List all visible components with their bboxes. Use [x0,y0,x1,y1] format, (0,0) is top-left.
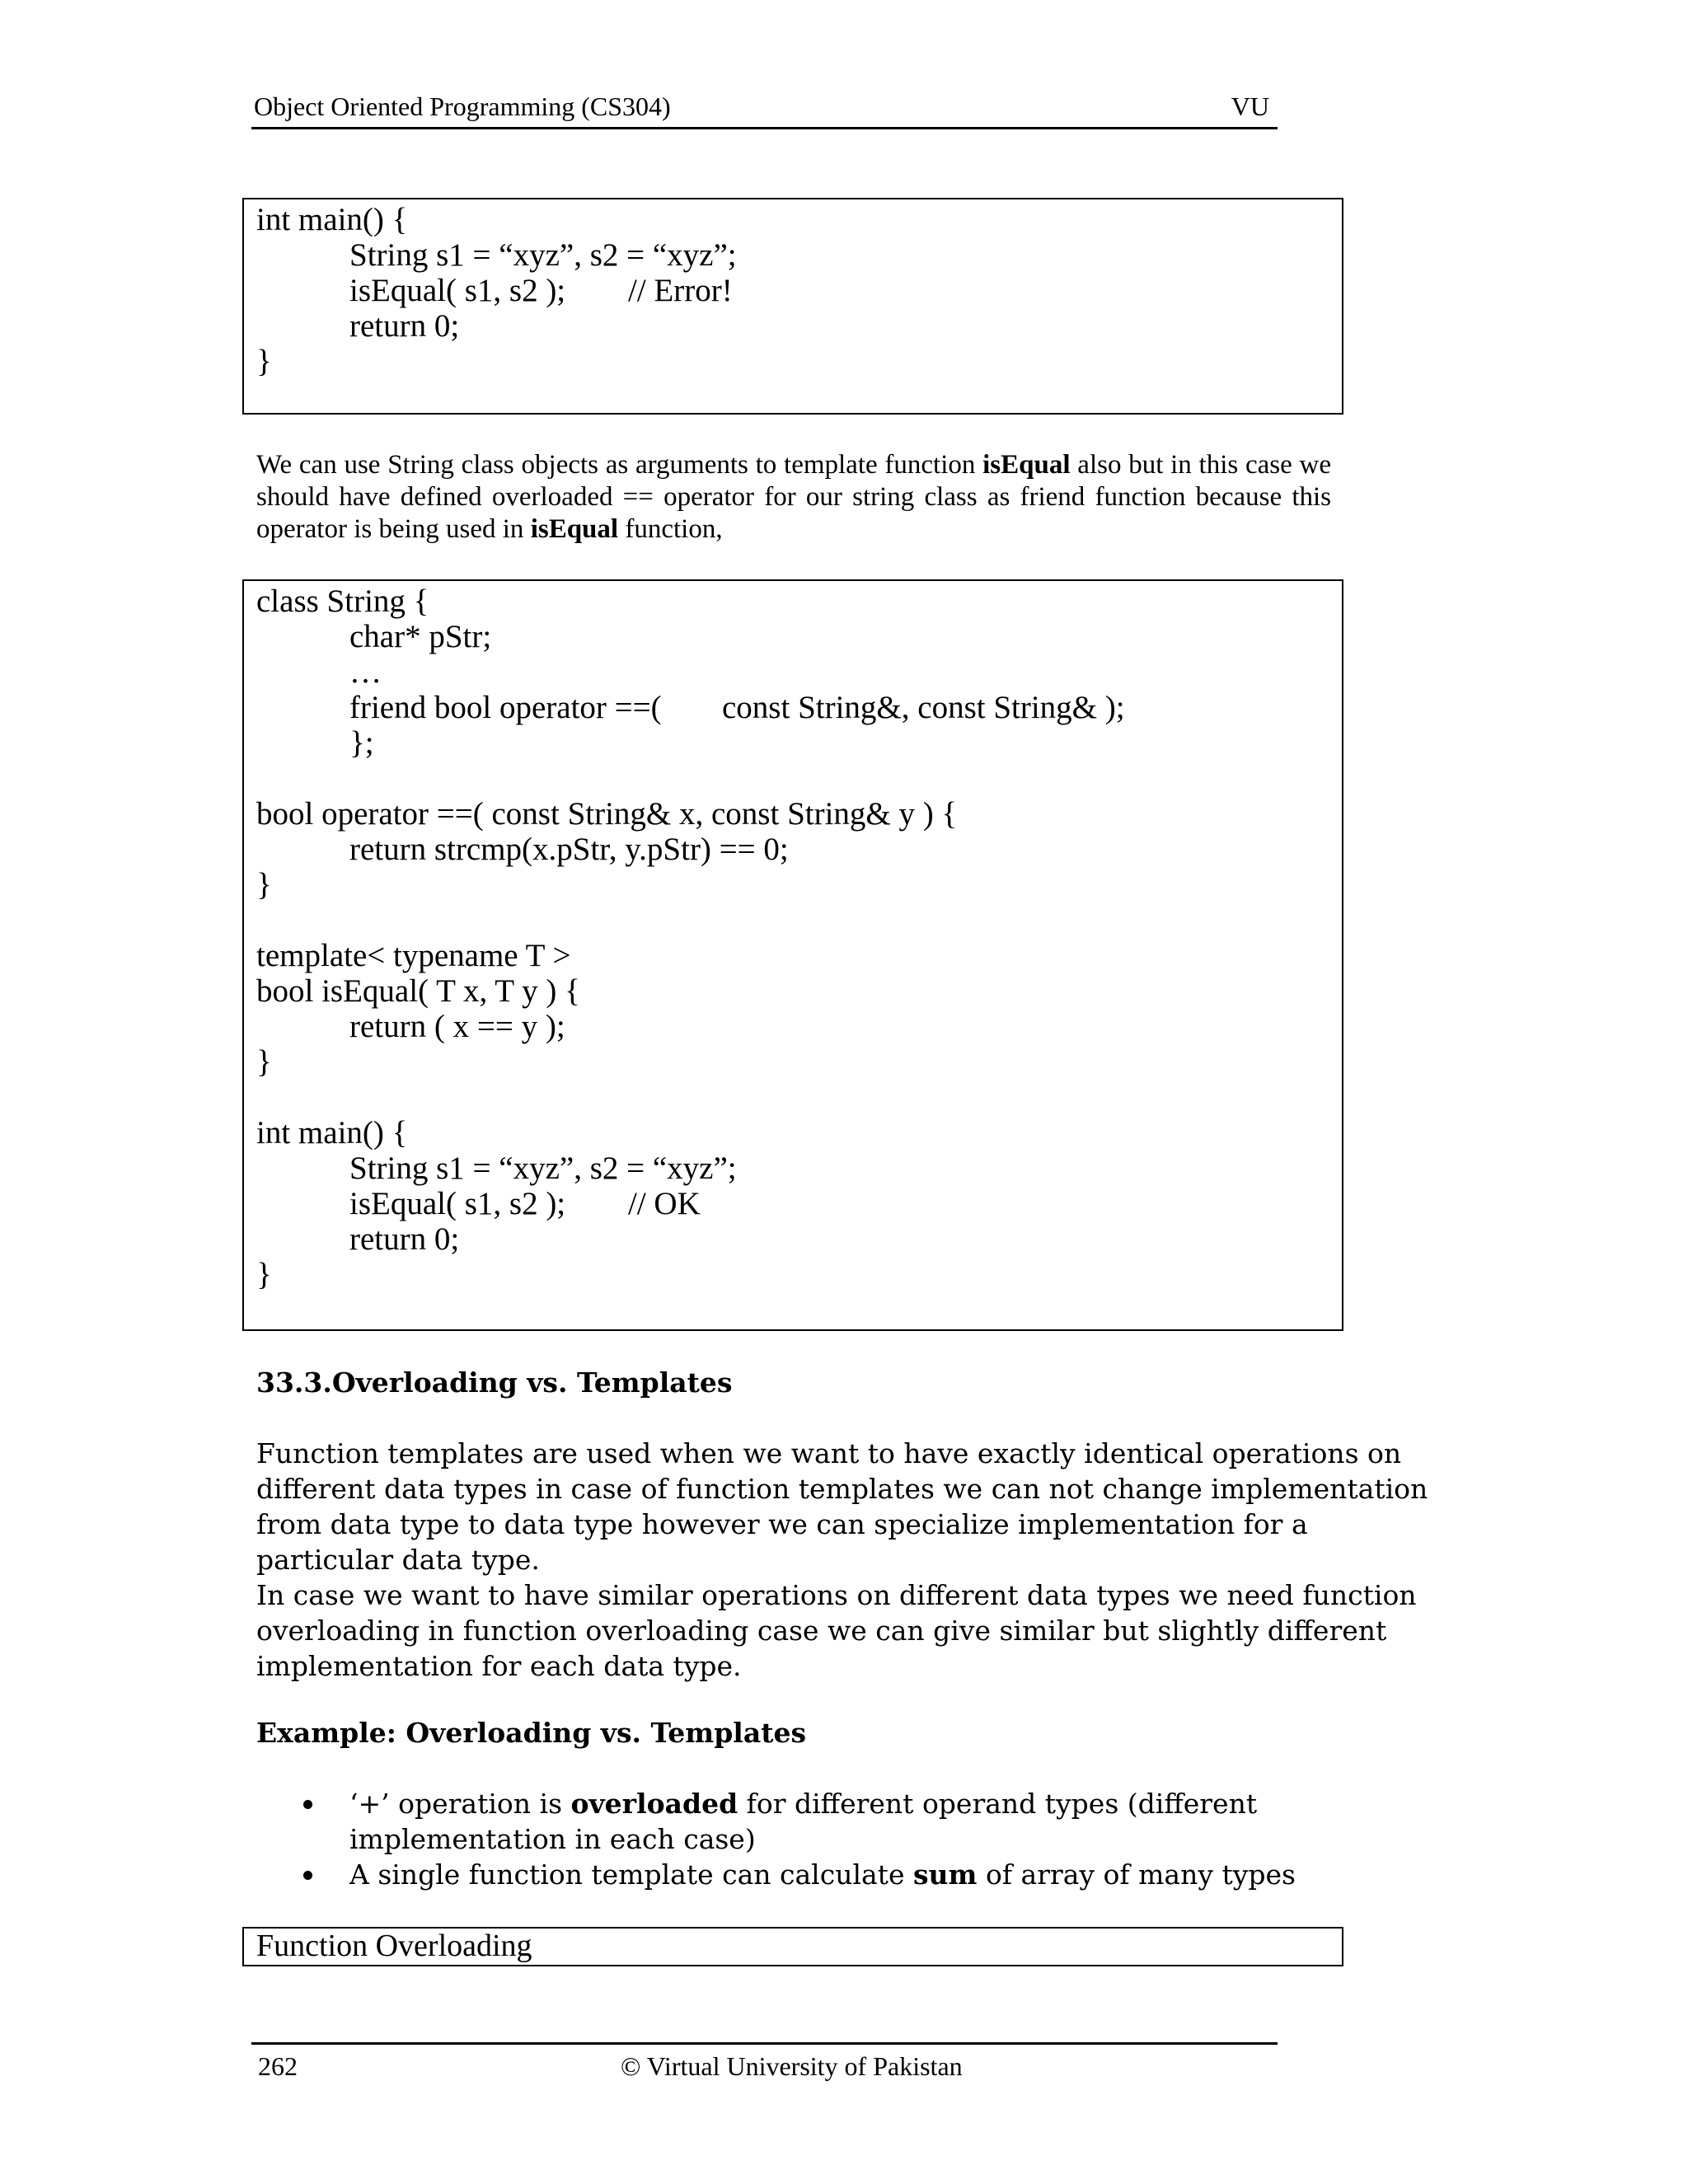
code-line: bool operator ==( const String& x, const String& y ) { [256,796,958,832]
code-line: friend bool operator ==( [349,690,662,725]
bullet-icon [303,1800,312,1809]
course-title: Object Oriented Programming (CS304) [254,91,671,121]
section-heading: 33.3.Overloading vs. Templates [256,1366,733,1399]
institution-short: VU [1231,91,1269,121]
bullet-item-continuation: implementation in each case) [349,1823,756,1855]
code-line: return strcmp(x.pStr, y.pStr) == 0; [349,832,789,867]
code-line: } [256,1044,272,1080]
code-line: isEqual( s1, s2 ); [349,273,566,308]
code-line: String s1 = “xyz”, s2 = “xyz”; [349,237,737,273]
code-comment: // Error! [628,273,733,308]
code-line: String s1 = “xyz”, s2 = “xyz”; [349,1151,737,1186]
section-line: different data types in case of function templates we can not change implementation [256,1473,1428,1505]
code-line: } [256,867,272,902]
bullet-icon [303,1871,312,1880]
section-line: from data type to data type however we can specialize implementation for a [256,1508,1308,1540]
code-line: return 0; [349,1221,460,1257]
section-line: particular data type. [256,1544,540,1576]
table-header-label: Function Overloading [256,1929,532,1963]
code-line: }; [349,725,374,761]
intro-paragraph: We can use String class objects as arguments to template function isEqual also but in this case we should have defined overloaded == operator for our string class as friend function because this operator is being used in isEqual function, [256,450,1331,544]
example-heading: Example: Overloading vs. Templates [256,1717,807,1749]
bullet-item: A single function template can calculate sum of array of many types [349,1858,1296,1891]
term-isequal: isEqual [982,450,1071,480]
section-line: overloading in function overloading case we can give similar but slightly different [256,1615,1387,1647]
code-line: int main() { [256,202,408,237]
code-line: const String&, const String& ); [722,690,1125,725]
bullet-item: ‘+’ operation is overloaded for different operand types (different [349,1788,1258,1820]
code-line: return ( x == y ); [349,1009,565,1044]
code-line: … [349,654,382,690]
code-line: return 0; [349,308,460,344]
section-line: In case we want to have similar operations on different data types we need function [256,1579,1417,1611]
page-number: 262 [258,2051,298,2081]
code-line: int main() { [256,1115,408,1151]
page-footer [251,2042,1278,2081]
term-overloaded: overloaded [570,1788,738,1820]
copyright-notice: © Virtual University of Pakistan [621,2051,963,2081]
section-line: Function templates are used when we want to have exactly identical operations on [256,1437,1402,1469]
term-sum: sum [912,1858,978,1891]
code-line: char* pStr; [349,619,492,654]
code-line: bool isEqual( T x, T y ) { [256,973,580,1009]
code-line: } [256,344,272,379]
code-comment: // OK [628,1186,701,1221]
code-line: } [256,1257,272,1292]
code-line: class String { [256,583,429,619]
section-line: implementation for each data type. [256,1650,742,1682]
term-isequal: isEqual [530,514,619,544]
code-line: template< typename T > [256,938,571,973]
code-line: isEqual( s1, s2 ); [349,1186,566,1221]
page-header [251,89,1278,129]
